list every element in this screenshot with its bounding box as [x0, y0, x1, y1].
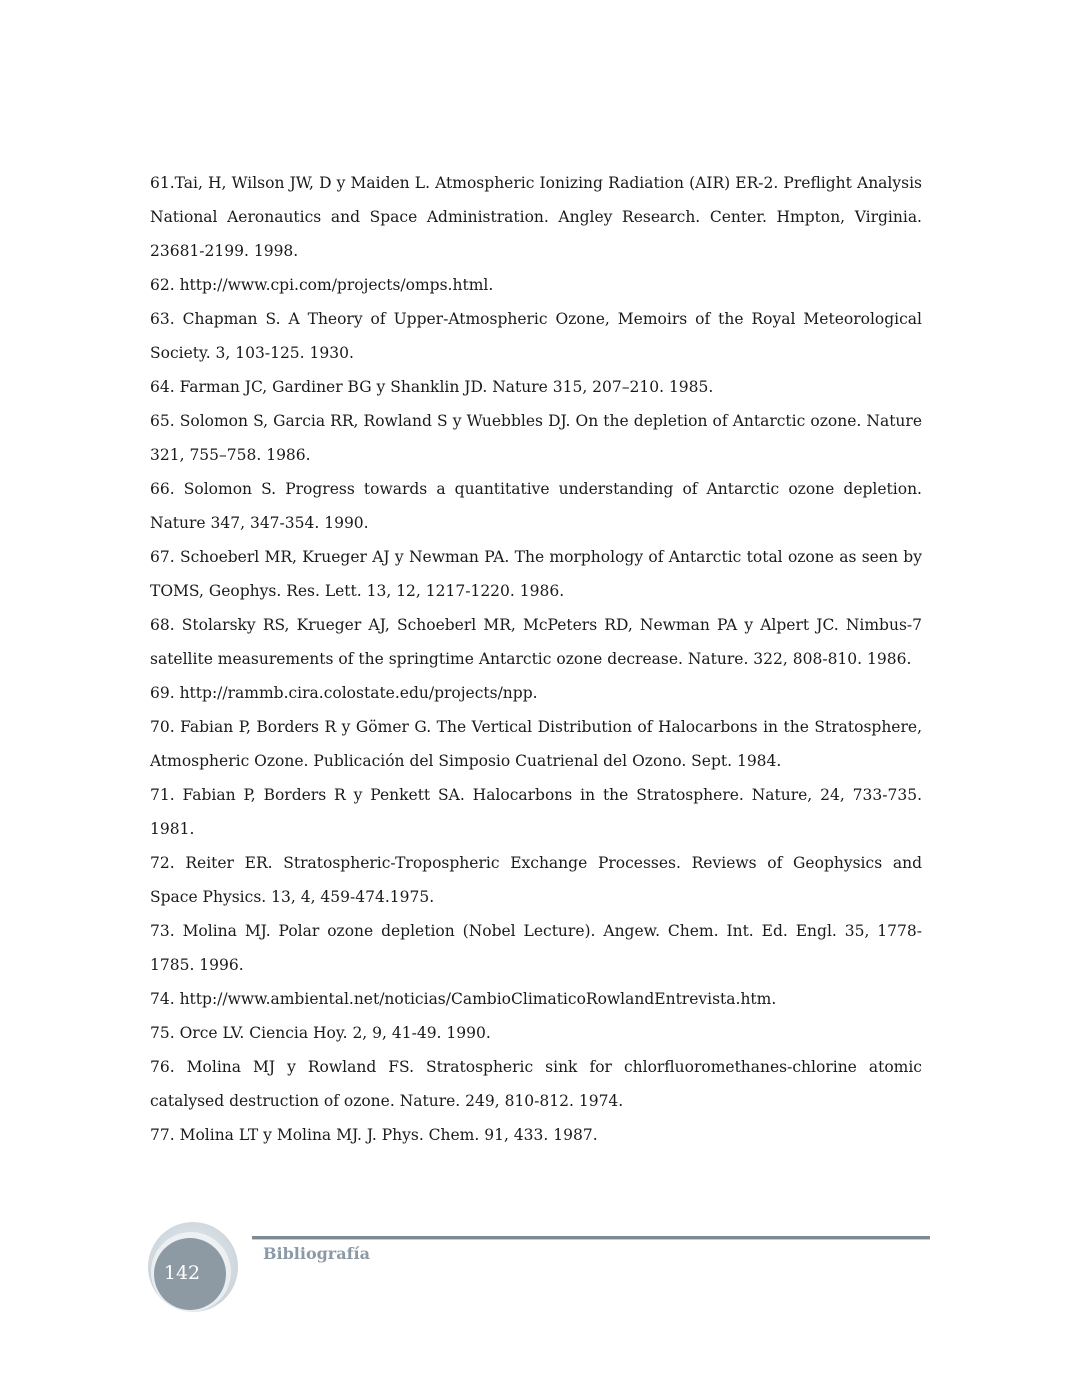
reference-item: 69. http://rammb.cira.colostate.edu/projects/npp.	[150, 684, 538, 702]
reference-item: 68. Stolarsky RS, Krueger AJ, Schoeberl MR, McPeters RD, Newman PA y Alpert JC. Nimbus-7 satellite measurements of the springtime Antarctic ozone decrease. Nature. 322, 808-810. 1986.	[150, 616, 922, 668]
reference-item: 72. Reiter ER. Stratospheric-Tropospheric Exchange Processes. Reviews of Geophysics and Space Physics. 13, 4, 459-474.1975.	[150, 854, 922, 906]
reference-item: 64. Farman JC, Gardiner BG y Shanklin JD. Nature 315, 207–210. 1985.	[150, 378, 714, 396]
reference-item: 70. Fabian P, Borders R y Gömer G. The Vertical Distribution of Halocarbons in the Stratosphere, Atmospheric Ozone. Publicación del Simposio Cuatrienal del Ozono. Sept. 1984.	[150, 718, 922, 770]
footer-divider	[252, 1236, 930, 1240]
reference-item: 75. Orce LV. Ciencia Hoy. 2, 9, 41-49. 1990.	[150, 1024, 491, 1042]
page-number: 142	[163, 1262, 201, 1284]
reference-item: 76. Molina MJ y Rowland FS. Stratospheric sink for chlorfluoromethanes-chlorine atomic catalysed destruction of ozone. Nature. 249, 810-812. 1974.	[150, 1058, 922, 1110]
reference-item: 61.Tai, H, Wilson JW, D y Maiden L. Atmospheric Ionizing Radiation (AIR) ER-2. Preflight Analysis National Aeronautics and Space Administration. Angley Research. Center. Hmpton, Virginia. 23681-2199. 1998.	[150, 174, 922, 260]
reference-item: 66. Solomon S. Progress towards a quantitative understanding of Antarctic ozone depletion. Nature 347, 347-354. 1990.	[150, 480, 922, 532]
reference-item: 71. Fabian P, Borders R y Penkett SA. Halocarbons in the Stratosphere. Nature, 24, 733-735. 1981.	[150, 786, 922, 838]
reference-item: 62. http://www.cpi.com/projects/omps.html.	[150, 276, 494, 294]
reference-item: 74. http://www.ambiental.net/noticias/CambioClimaticoRowlandEntrevista.htm.	[150, 990, 777, 1008]
reference-list	[150, 166, 922, 1152]
reference-item: 73. Molina MJ. Polar ozone depletion (Nobel Lecture). Angew. Chem. Int. Ed. Engl. 35, 1778-1785. 1996.	[150, 922, 922, 974]
footer-section-title: Bibliografía	[263, 1244, 370, 1263]
reference-item: 77. Molina LT y Molina MJ. J. Phys. Chem. 91, 433. 1987.	[150, 1126, 598, 1144]
reference-item: 65. Solomon S, Garcia RR, Rowland S y Wuebbles DJ. On the depletion of Antarctic ozone. Nature 321, 755–758. 1986.	[150, 412, 922, 464]
reference-item: 67. Schoeberl MR, Krueger AJ y Newman PA. The morphology of Antarctic total ozone as seen by TOMS, Geophys. Res. Lett. 13, 12, 1217-1220. 1986.	[150, 548, 922, 600]
reference-item: 63. Chapman S. A Theory of Upper-Atmospheric Ozone, Memoirs of the Royal Meteorological Society. 3, 103-125. 1930.	[150, 310, 922, 362]
